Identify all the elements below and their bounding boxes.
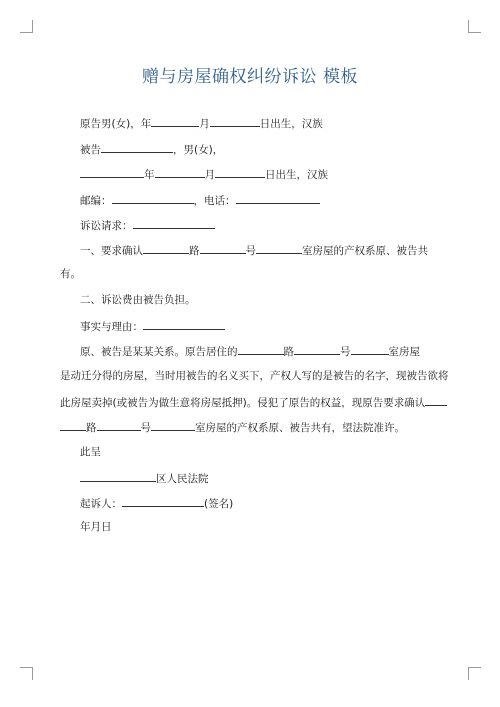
blank-confirm-room[interactable]	[151, 419, 195, 431]
document-title: 赠与房屋确权纠纷诉讼 模板	[142, 67, 358, 87]
line-claims: 诉讼请求：	[80, 217, 215, 233]
blank-court-district[interactable]	[80, 470, 156, 482]
blank-claim-number[interactable]	[200, 242, 246, 254]
blank-confirm-prefix[interactable]	[425, 394, 447, 406]
line-defendant: 被告 ，男(女)，	[80, 141, 223, 157]
blank-facts-road[interactable]	[238, 343, 284, 355]
blank-claim-road[interactable]	[143, 242, 189, 254]
line-facts-four: 路 号 室房屋的产权系原、被告共有，望法院准许。	[60, 419, 405, 435]
blank-confirm-road-prefix[interactable]	[60, 419, 86, 431]
blank-defendant-year-prefix[interactable]	[80, 166, 144, 178]
crop-mark-bottom-left	[20, 667, 33, 680]
crop-mark-top-right	[468, 20, 481, 33]
line-claim-two: 二、诉讼费由被告负担。	[80, 294, 196, 306]
line-submit: 此呈	[80, 446, 101, 458]
line-facts-three: 此房屋卖掉(或被告为做生意将房屋抵押)。侵犯了原告的权益，现原告要求确认	[60, 394, 447, 410]
blank-defendant-month[interactable]	[215, 166, 265, 178]
line-facts-two: 是动迁分得的房屋，当时用被告的名义买下，产权人写的是被告的名字，现被告欲将	[60, 370, 449, 382]
line-claim-one: 一、要求确认 路 号 室房屋的产权系原、被告共	[80, 242, 428, 258]
line-plaintiff-sign: 起诉人： (签名)	[80, 495, 233, 511]
blank-phone[interactable]	[236, 192, 320, 204]
crop-mark-top-left	[20, 20, 33, 33]
blank-postcode[interactable]	[112, 192, 194, 204]
blank-signature[interactable]	[122, 495, 204, 507]
blank-facts-number[interactable]	[294, 343, 340, 355]
blank-facts[interactable]	[143, 318, 225, 330]
blank-confirm-number[interactable]	[97, 419, 141, 431]
line-postcode-phone: 邮编： ，电话：	[80, 192, 320, 208]
blank-facts-room[interactable]	[351, 343, 389, 355]
line-date: 年月日	[80, 521, 112, 533]
blank-claims[interactable]	[133, 217, 215, 229]
blank-defendant-name[interactable]	[101, 141, 173, 153]
crop-mark-bottom-right	[468, 667, 481, 680]
blank-year[interactable]	[151, 115, 199, 127]
line-defendant-birth: 年 月 日出生，汉族	[80, 166, 328, 182]
line-facts: 事实与理由：	[80, 318, 225, 334]
blank-month[interactable]	[210, 115, 260, 127]
line-plaintiff: 原告男(女)，年 月 日出生，汉族	[80, 115, 323, 131]
line-facts-one: 原、被告是某某关系。原告居住的 路 号 室房屋	[80, 343, 420, 359]
blank-defendant-year[interactable]	[155, 166, 205, 178]
blank-claim-room[interactable]	[256, 242, 302, 254]
line-court: 区人民法院	[80, 470, 209, 486]
line-claim-one-cont: 有。	[60, 268, 81, 280]
